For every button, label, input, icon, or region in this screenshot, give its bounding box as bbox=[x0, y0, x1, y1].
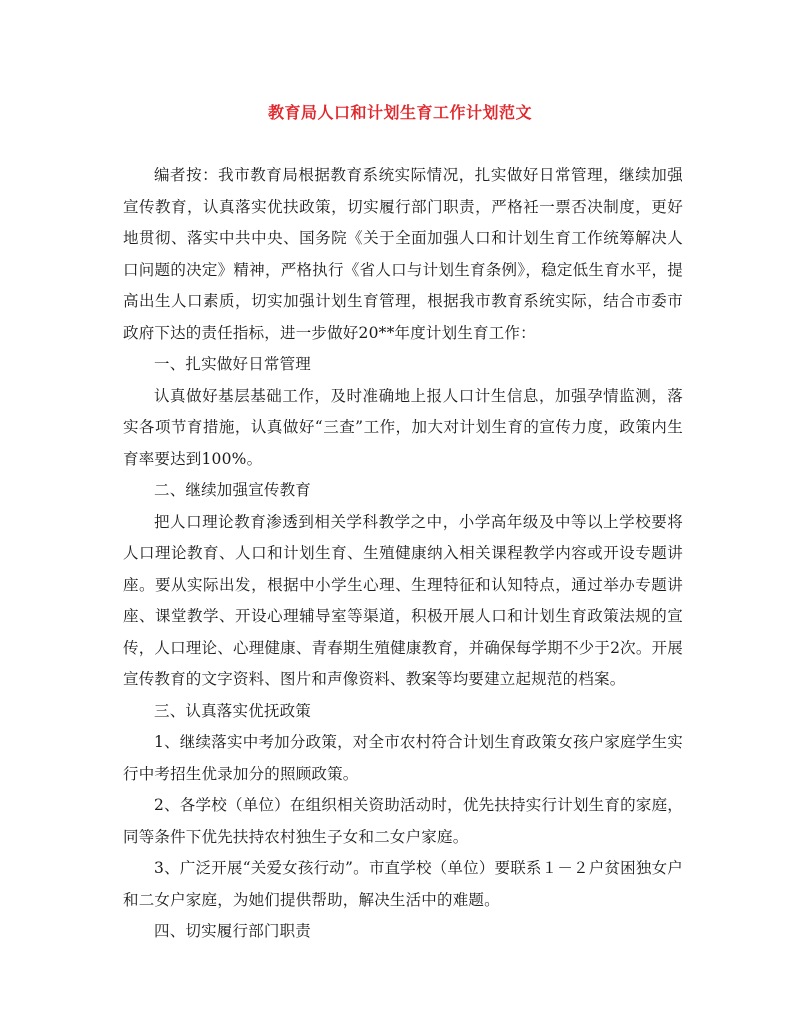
section-1-paragraph-1: 认真做好基层基础工作，及时准确地上报人口计生信息，加强孕情监测，落实各项节育措施，认真做好“三查”工作，加大对计划生育的宣传力度，政策内生育率要达到100%。 bbox=[123, 386, 683, 468]
section-heading-2: 二、继续加强宣传教育 bbox=[154, 481, 312, 499]
section-heading-1: 一、扎实做好日常管理 bbox=[154, 355, 312, 373]
section-3-paragraph-3: 3、广泛开展“关爱女孩行动”。市直学校（单位）要联系１－２户贫困独女户和二女户家庭，为她们提供帮助，解决生活中的难题。 bbox=[123, 859, 683, 909]
section-3-paragraph-2: 2、各学校（单位）在组织相关资助活动时，优先扶持实行计划生育的家庭，同等条件下优先扶持农村独生子女和二女户家庭。 bbox=[123, 796, 683, 846]
section-3-paragraph-1: 1、继续落实中考加分政策，对全市农村符合计划生育政策女孩户家庭学生实行中考招生优录加分的照顾政策。 bbox=[123, 733, 683, 783]
section-heading-4: 四、切实履行部门职责 bbox=[154, 922, 312, 940]
document-body bbox=[123, 160, 683, 948]
section-2-paragraph-1: 把人口理论教育渗透到相关学科教学之中，小学高年级及中等以上学校要将人口理论教育、人口和计划生育、生殖健康纳入相关课程教学内容或开设专题讲座。要从实际出发，根据中小学生心理、生理特征和认知特点，通过举办专题讲座、课堂教学、开设心理辅导室等渠道，积极开展人口和计划生育政策法规的宣传，人口理论、心理健康、青春期生殖健康教育，并确保每学期不少于2次。开展宣传教育的文字资料、图片和声像资料、教案等均要建立起规范的档案。 bbox=[123, 512, 683, 688]
intro-paragraph: 编者按：我市教育局根据教育系统实际情况，扎实做好日常管理，继续加强宣传教育，认真落实优扶政策，切实履行部门职责，严格衽一票否决制度，更好地贯彻、落实中共中央、国务院《关于全面加强人口和计划生育工作统筹解决人口问题的决定》精神，严格执行《省人口与计划生育条例》，稳定低生育水平，提高出生人口素质，切实加强计划生育管理，根据我市教育系统实际，结合市委市政府下达的责任指标，进一步做好20**年度计划生育工作： bbox=[123, 166, 683, 342]
section-heading-3: 三、认真落实优抚政策 bbox=[154, 701, 312, 720]
document-title: 教育局人口和计划生育工作计划范文 bbox=[267, 103, 532, 122]
